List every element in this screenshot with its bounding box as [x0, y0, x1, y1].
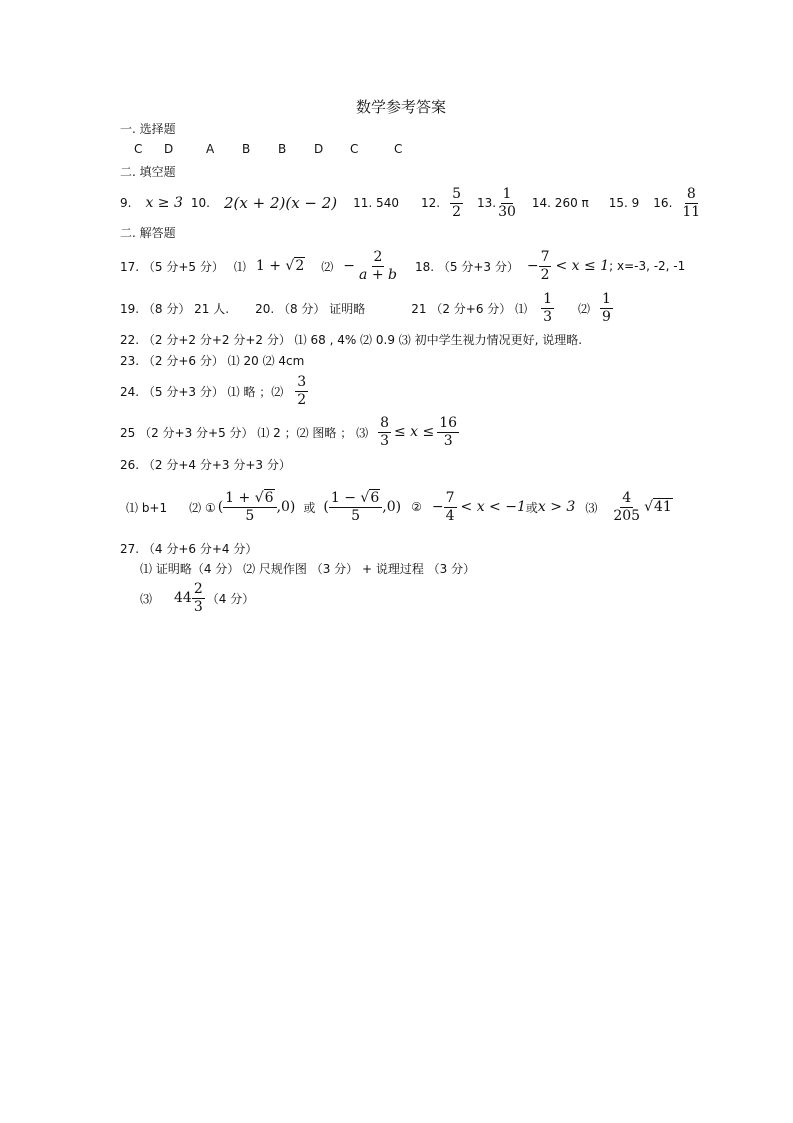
section-fill: 二. 填空题: [120, 165, 176, 179]
q27-label: 27. （4 分+6 分+4 分）: [120, 542, 258, 556]
q10-answer: 2(x + 2)(x − 2): [223, 194, 338, 212]
q26-point1-open: (: [217, 499, 224, 515]
q26-point2-close: ,0): [382, 499, 402, 515]
q26-point1-close: ,0): [276, 499, 296, 515]
section-choice: 一. 选择题: [120, 122, 176, 136]
q18-solutions: ; x=-3, -2, -1: [609, 259, 686, 273]
q18-numerator: 7: [540, 249, 550, 266]
q27-fraction: [192, 581, 205, 614]
q25-upper-fraction: [437, 415, 459, 448]
q11-answer: 11. 540: [353, 196, 399, 210]
q26-point1-term: 1 +: [225, 490, 255, 507]
q12-label: 12.: [420, 196, 441, 210]
q26-part3-fraction: [611, 490, 642, 523]
q21-part1-denominator: 3: [543, 308, 553, 325]
q26-ineq-denominator: 4: [445, 507, 455, 524]
q13-fraction: [496, 186, 518, 219]
q26-ineq-range-2: x > 3: [537, 499, 576, 515]
q26-part2-marker: ⑵ ①: [189, 500, 216, 515]
q26-row: [126, 485, 673, 529]
q25-inequality: ≤ x ≤: [394, 424, 435, 440]
choice-answer: D: [164, 142, 174, 156]
q26-point2-denominator: 5: [351, 507, 361, 524]
q17-part1-term: 1 +: [255, 258, 286, 274]
q26-point2-numerator: [329, 490, 382, 507]
q26-point1-denominator: 5: [245, 507, 255, 524]
choice-answer: C: [394, 142, 403, 156]
choice-answer: B: [278, 142, 287, 156]
q17-part2-minus: −: [343, 258, 356, 274]
q12-numerator: 5: [452, 186, 461, 203]
q26-ineq-minus: −: [431, 499, 444, 515]
q18-denominator: 2: [540, 266, 550, 283]
q26-part3-marker: ⑶: [585, 500, 598, 515]
q26-or-2: 或: [525, 500, 538, 515]
q13-numerator: 1: [502, 186, 512, 203]
q27-part3-marker: ⑶: [140, 591, 153, 606]
q17-part1-answer: [256, 258, 305, 274]
choice-answer: D: [314, 142, 324, 156]
q12-denominator: 2: [452, 203, 461, 220]
q26-ineq-range: < x < −1: [460, 499, 526, 515]
q21-label: 21 （2 分+6 分） ⑴: [411, 301, 528, 316]
choice-answer: A: [206, 142, 215, 156]
q24-denominator: 2: [297, 391, 307, 408]
q27-denominator: 3: [193, 598, 203, 615]
q18-fraction: [539, 249, 552, 282]
q18-minus: −: [526, 258, 539, 274]
q21-part1-numerator: 1: [543, 291, 553, 308]
sqrt-icon: √: [254, 490, 264, 507]
q25-lower-denominator: 3: [380, 432, 389, 449]
q26-part3-numerator: 4: [622, 490, 632, 507]
sqrt-icon: √: [644, 499, 653, 515]
q17-part2-numerator: 2: [373, 249, 383, 266]
q17-part1-radicand: 2: [295, 258, 305, 274]
q16-denominator: 11: [682, 203, 701, 220]
q26-part3-radicand: 41: [654, 499, 672, 515]
q21-part2-numerator: 1: [602, 291, 611, 308]
q24-fraction: [295, 374, 308, 407]
q26-point1-radicand: 6: [264, 490, 274, 507]
q17-part2-denominator: a + b: [359, 266, 397, 283]
q24-row: [120, 371, 308, 411]
q25-row: [120, 412, 459, 452]
q26-ineq-numerator: 7: [445, 490, 455, 507]
q19-q21-row: [120, 288, 613, 328]
q19-answer: 19. （8 分） 21 人.: [120, 301, 230, 316]
q25-upper-denominator: 3: [443, 432, 453, 449]
q18-inequality: < x ≤ 1: [555, 258, 610, 274]
q22-answer: 22. （2 分+2 分+2 分+2 分） ⑴ 68 , 4% ⑵ 0.9 ⑶ 初中学生视力情况更好, 说理略.: [120, 333, 583, 347]
q17-q18-row: [120, 246, 685, 286]
fill-row: [120, 183, 702, 223]
q27-points: （4 分）: [206, 591, 255, 606]
q16-fraction: [680, 186, 702, 219]
q26-circle-2: ②: [411, 500, 422, 514]
q20-answer: 20. （8 分） 证明略: [255, 301, 366, 316]
q13-denominator: 30: [498, 203, 516, 220]
q21-part2-denominator: 9: [602, 308, 611, 325]
q10-label: 10.: [190, 196, 210, 210]
choice-answer: B: [242, 142, 251, 156]
q15-answer: 15. 9: [608, 196, 640, 210]
q27-part3-row: [140, 578, 254, 618]
q21-part2-fraction: [600, 291, 613, 324]
q17-part2-fraction: [357, 249, 399, 282]
q17-label: 17. （5 分+5 分）: [120, 259, 224, 274]
choice-answer: C: [350, 142, 359, 156]
page-title: 数学参考答案: [356, 98, 447, 116]
q26-point1-numerator: [223, 490, 276, 507]
q13-label: 13.: [476, 196, 497, 210]
q24-label: 24. （5 分+3 分） ⑴ 略 ；⑵: [120, 384, 284, 399]
section-solve: 二. 解答题: [120, 226, 176, 240]
q26-part3-denominator: 205: [613, 507, 641, 524]
q18-label: 18. （5 分+3 分）: [414, 259, 519, 274]
q25-upper-numerator: 16: [439, 415, 458, 432]
q9-answer: x ≥ 3: [145, 195, 183, 211]
q26-point2-fraction: [329, 490, 382, 523]
q25-lower-numerator: 8: [380, 415, 389, 432]
q17-part2-marker: ⑵: [321, 259, 334, 274]
q21-part1-fraction: [541, 291, 554, 324]
choice-answer: C: [134, 142, 143, 156]
q12-fraction: [450, 186, 463, 219]
q25-lower-fraction: [378, 415, 391, 448]
q26-point2-term: 1 −: [330, 490, 361, 507]
q26-part3-root: [644, 499, 673, 515]
q26-part1: ⑴ b+1: [126, 500, 168, 515]
q26-point1-fraction: [223, 490, 276, 523]
q21-part2-marker: ⑵: [578, 301, 591, 316]
q26-point2-radicand: 6: [370, 490, 380, 507]
q14-answer: 14. 260 π: [531, 196, 589, 210]
q17-part1-marker: ⑴: [233, 259, 246, 274]
q9-label: 9.: [120, 196, 132, 210]
q25-label: 25 （2 分+3 分+5 分） ⑴ 2 ；⑵ 图略 ； ⑶: [120, 425, 369, 440]
sqrt-icon: √: [360, 490, 370, 507]
q26-label: 26. （2 分+4 分+3 分+3 分）: [120, 458, 291, 472]
sqrt-icon: √: [285, 258, 295, 274]
q16-label: 16.: [653, 196, 673, 210]
q16-numerator: 8: [686, 186, 696, 203]
q27-line1: ⑴ 证明略（4 分） ⑵ 尺规作图 （3 分） + 说理过程 （3 分）: [140, 562, 476, 576]
q24-numerator: 3: [297, 374, 307, 391]
q26-point2-open: (: [323, 499, 329, 515]
q27-numerator: 2: [193, 581, 203, 598]
q26-or-1: 或: [303, 500, 316, 515]
q23-answer: 23. （2 分+6 分） ⑴ 20 ⑵ 4cm: [120, 354, 305, 368]
q27-whole: 44: [174, 590, 192, 606]
q26-ineq-fraction: [444, 490, 457, 523]
